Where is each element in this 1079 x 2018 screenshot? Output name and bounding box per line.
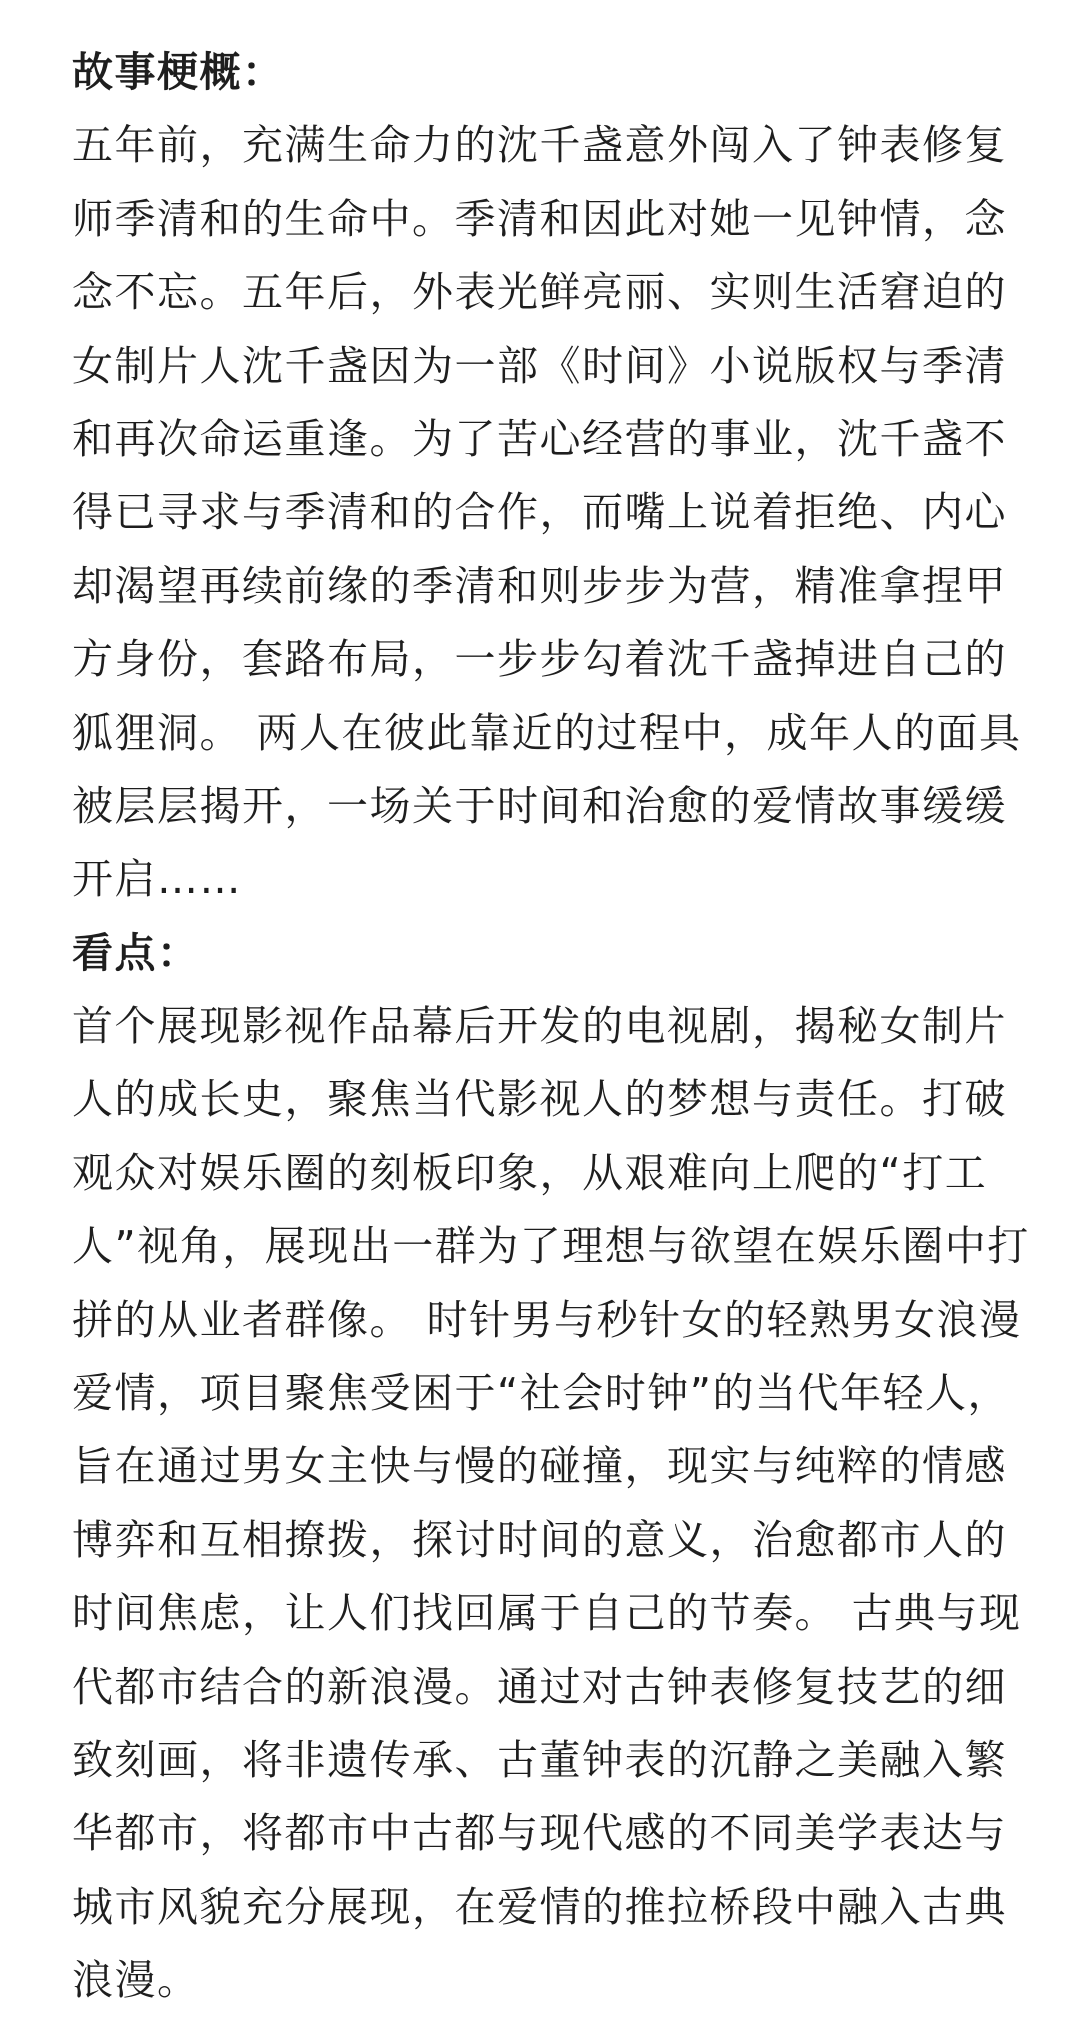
text-line: 狐狸洞。 两人在彼此靠近的过程中，成年人的面具 bbox=[72, 708, 1022, 757]
highlights-heading: 看点： bbox=[72, 928, 200, 977]
text-line: 人”视角，展现出一群为了理想与欲望在娱乐圈中打 bbox=[72, 1222, 1030, 1271]
text-line: 旨在通过男女主快与慢的碰撞，现实与纯粹的情感 bbox=[72, 1442, 1007, 1491]
text-line: 代都市结合的新浪漫。通过对古钟表修复技艺的细 bbox=[72, 1662, 1007, 1711]
text-line: 华都市，将都市中古都与现代感的不同美学表达与 bbox=[72, 1809, 1007, 1858]
text-line: 被层层揭开，一场关于时间和治愈的爱情故事缓缓 bbox=[72, 781, 1007, 830]
text-line: 五年前，充满生命力的沈千盏意外闯入了钟表修复 bbox=[72, 121, 1007, 170]
text-line: 首个展现影视作品幕后开发的电视剧，揭秘女制片 bbox=[72, 1002, 1007, 1051]
text-line: 念不忘。五年后，外表光鲜亮丽、实则生活窘迫的 bbox=[72, 268, 1007, 317]
text-line: 人的成长史，聚焦当代影视人的梦想与责任。打破 bbox=[72, 1075, 1007, 1124]
text-line: 爱情，项目聚焦受困于“社会时钟”的当代年轻人， bbox=[72, 1369, 1010, 1418]
text-line: 师季清和的生命中。季清和因此对她一见钟情，念 bbox=[72, 194, 1007, 243]
text-line: 拼的从业者群像。 时针男与秒针女的轻熟男女浪漫 bbox=[72, 1295, 1022, 1344]
text-line: 方身份，套路布局，一步步勾着沈千盏掉进自己的 bbox=[72, 635, 1007, 684]
text-line: 女制片人沈千盏因为一部《时间》小说版权与季清 bbox=[72, 341, 1007, 390]
text-line: 观众对娱乐圈的刻板印象，从艰难向上爬的“打工 bbox=[72, 1148, 988, 1197]
text-line: 得已寻求与季清和的合作，而嘴上说着拒绝、内心 bbox=[72, 488, 1007, 537]
text-line: 城市风貌充分展现，在爱情的推拉桥段中融入古典 bbox=[72, 1882, 1007, 1931]
text-line: 却渴望再续前缘的季清和则步步为营，精准拿捏甲 bbox=[72, 561, 1007, 610]
synopsis-heading: 故事梗概： bbox=[72, 48, 285, 96]
text-line: 致刻画，将非遗传承、古董钟表的沉静之美融入繁 bbox=[72, 1735, 1007, 1784]
text-line: 和再次命运重逢。为了苦心经营的事业，沈千盏不 bbox=[72, 414, 1007, 463]
text-line: 开启…… bbox=[72, 855, 242, 904]
text-line: 时间焦虑，让人们找回属于自己的节奏。 古典与现 bbox=[72, 1589, 1022, 1638]
text-line: 博弈和互相撩拨，探讨时间的意义，治愈都市人的 bbox=[72, 1515, 1007, 1564]
text-line: 浪漫。 bbox=[72, 1956, 200, 2005]
document-text bbox=[72, 36, 1032, 2018]
